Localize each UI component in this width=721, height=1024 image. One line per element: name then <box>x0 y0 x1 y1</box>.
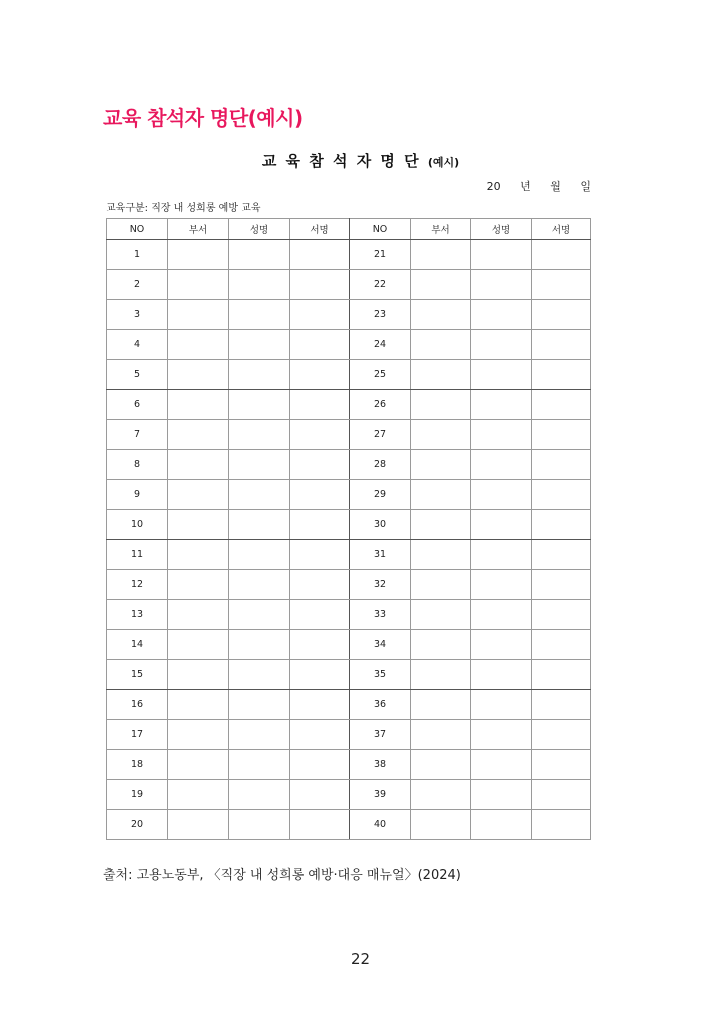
education-category: 교육구분: 직장 내 성희롱 예방 교육 <box>106 203 261 214</box>
table-row <box>107 300 591 330</box>
column-header: 성명 <box>471 219 532 240</box>
signature-cell[interactable] <box>290 270 350 300</box>
department-cell[interactable] <box>411 270 471 300</box>
name-cell[interactable] <box>471 450 532 480</box>
signature-cell[interactable] <box>290 360 350 390</box>
name-cell[interactable] <box>229 720 290 750</box>
row-number: 32 <box>350 570 411 600</box>
row-number: 15 <box>107 660 168 690</box>
department-cell[interactable] <box>411 390 471 420</box>
department-cell[interactable] <box>168 330 229 360</box>
table-row <box>107 600 591 630</box>
department-cell[interactable] <box>168 420 229 450</box>
row-number: 27 <box>350 420 411 450</box>
department-cell[interactable] <box>168 810 229 840</box>
name-cell[interactable] <box>471 390 532 420</box>
row-number: 24 <box>350 330 411 360</box>
section-title: 교육 참석자 명단(예시) <box>103 106 303 130</box>
department-cell[interactable] <box>411 420 471 450</box>
signature-cell[interactable] <box>290 780 350 810</box>
table-row <box>107 570 591 600</box>
department-cell[interactable] <box>411 600 471 630</box>
row-number: 33 <box>350 600 411 630</box>
department-cell[interactable] <box>168 390 229 420</box>
department-cell[interactable] <box>411 810 471 840</box>
department-cell[interactable] <box>411 360 471 390</box>
row-number: 21 <box>350 240 411 270</box>
table-row <box>107 450 591 480</box>
row-number: 40 <box>350 810 411 840</box>
name-cell[interactable] <box>229 660 290 690</box>
signature-cell[interactable] <box>290 240 350 270</box>
name-cell[interactable] <box>471 690 532 720</box>
name-cell[interactable] <box>229 690 290 720</box>
row-number: 17 <box>107 720 168 750</box>
department-cell[interactable] <box>411 540 471 570</box>
name-cell[interactable] <box>229 570 290 600</box>
name-cell[interactable] <box>229 420 290 450</box>
signature-cell[interactable] <box>532 720 591 750</box>
row-number: 3 <box>107 300 168 330</box>
department-cell[interactable] <box>411 450 471 480</box>
signature-cell[interactable] <box>290 480 350 510</box>
row-number: 8 <box>107 450 168 480</box>
row-number: 26 <box>350 390 411 420</box>
date-year-prefix: 20 <box>486 180 501 193</box>
signature-cell[interactable] <box>290 750 350 780</box>
name-cell[interactable] <box>471 360 532 390</box>
signature-cell[interactable] <box>532 450 591 480</box>
signature-cell[interactable] <box>532 240 591 270</box>
name-cell[interactable] <box>471 600 532 630</box>
row-number: 14 <box>107 630 168 660</box>
signature-cell[interactable] <box>290 300 350 330</box>
table-row <box>107 660 591 690</box>
name-cell[interactable] <box>471 810 532 840</box>
name-cell[interactable] <box>471 300 532 330</box>
name-cell[interactable] <box>229 510 290 540</box>
department-cell[interactable] <box>411 660 471 690</box>
department-cell[interactable] <box>168 780 229 810</box>
column-header: 성명 <box>229 219 290 240</box>
row-number: 11 <box>107 540 168 570</box>
table-row <box>107 810 591 840</box>
table-row <box>107 630 591 660</box>
department-cell[interactable] <box>168 690 229 720</box>
signature-cell[interactable] <box>290 510 350 540</box>
form-title-text: 교 육 참 석 자 명 단 <box>261 152 421 170</box>
row-number: 1 <box>107 240 168 270</box>
table-row <box>107 780 591 810</box>
signature-cell[interactable] <box>532 750 591 780</box>
name-cell[interactable] <box>229 750 290 780</box>
department-cell[interactable] <box>168 450 229 480</box>
name-cell[interactable] <box>229 780 290 810</box>
column-header: 서명 <box>290 219 350 240</box>
department-cell[interactable] <box>168 570 229 600</box>
signature-cell[interactable] <box>532 360 591 390</box>
name-cell[interactable] <box>471 480 532 510</box>
name-cell[interactable] <box>471 570 532 600</box>
signature-cell[interactable] <box>532 270 591 300</box>
signature-cell[interactable] <box>290 810 350 840</box>
table-row <box>107 390 591 420</box>
row-number: 10 <box>107 510 168 540</box>
signature-cell[interactable] <box>290 690 350 720</box>
row-number: 31 <box>350 540 411 570</box>
table-row <box>107 690 591 720</box>
name-cell[interactable] <box>229 360 290 390</box>
department-cell[interactable] <box>168 720 229 750</box>
row-number: 5 <box>107 360 168 390</box>
name-cell[interactable] <box>229 540 290 570</box>
table-header-row <box>107 219 591 240</box>
name-cell[interactable] <box>471 510 532 540</box>
table-row <box>107 750 591 780</box>
attendance-table <box>106 218 591 840</box>
name-cell[interactable] <box>229 330 290 360</box>
row-number: 4 <box>107 330 168 360</box>
form-title-suffix: (예시) <box>427 156 460 169</box>
table-row <box>107 360 591 390</box>
table-row <box>107 510 591 540</box>
row-number: 22 <box>350 270 411 300</box>
name-cell[interactable] <box>471 240 532 270</box>
department-cell[interactable] <box>168 510 229 540</box>
department-cell[interactable] <box>411 780 471 810</box>
row-number: 29 <box>350 480 411 510</box>
source-citation: 출처: 고용노동부, 〈직장 내 성희롱 예방·대응 매뉴얼〉(2024) <box>103 868 461 883</box>
table-row <box>107 270 591 300</box>
signature-cell[interactable] <box>532 300 591 330</box>
table-row <box>107 480 591 510</box>
department-cell[interactable] <box>168 240 229 270</box>
table-row <box>107 240 591 270</box>
signature-cell[interactable] <box>532 420 591 450</box>
department-cell[interactable] <box>168 600 229 630</box>
row-number: 30 <box>350 510 411 540</box>
name-cell[interactable] <box>471 540 532 570</box>
table-row <box>107 720 591 750</box>
name-cell[interactable] <box>471 420 532 450</box>
signature-cell[interactable] <box>532 810 591 840</box>
department-cell[interactable] <box>411 330 471 360</box>
name-cell[interactable] <box>229 270 290 300</box>
department-cell[interactable] <box>168 360 229 390</box>
department-cell[interactable] <box>168 540 229 570</box>
row-number: 12 <box>107 570 168 600</box>
name-cell[interactable] <box>229 450 290 480</box>
row-number: 20 <box>107 810 168 840</box>
name-cell[interactable] <box>229 600 290 630</box>
department-cell[interactable] <box>411 240 471 270</box>
department-cell[interactable] <box>411 510 471 540</box>
table-body <box>107 240 591 840</box>
signature-cell[interactable] <box>532 630 591 660</box>
department-cell[interactable] <box>168 630 229 660</box>
name-cell[interactable] <box>229 390 290 420</box>
department-cell[interactable] <box>411 690 471 720</box>
table-row <box>107 540 591 570</box>
name-cell[interactable] <box>471 660 532 690</box>
row-number: 19 <box>107 780 168 810</box>
name-cell[interactable] <box>229 300 290 330</box>
row-number: 39 <box>350 780 411 810</box>
name-cell[interactable] <box>471 720 532 750</box>
row-number: 6 <box>107 390 168 420</box>
date-year-label: 년 <box>520 180 531 193</box>
signature-cell[interactable] <box>290 390 350 420</box>
department-cell[interactable] <box>411 750 471 780</box>
row-number: 36 <box>350 690 411 720</box>
name-cell[interactable] <box>229 480 290 510</box>
table-row <box>107 330 591 360</box>
department-cell[interactable] <box>168 480 229 510</box>
column-header: NO <box>107 219 168 240</box>
row-number: 18 <box>107 750 168 780</box>
department-cell[interactable] <box>168 750 229 780</box>
name-cell[interactable] <box>229 630 290 660</box>
signature-cell[interactable] <box>290 720 350 750</box>
row-number: 37 <box>350 720 411 750</box>
row-number: 13 <box>107 600 168 630</box>
row-number: 9 <box>107 480 168 510</box>
signature-cell[interactable] <box>532 330 591 360</box>
signature-cell[interactable] <box>290 330 350 360</box>
signature-cell[interactable] <box>532 570 591 600</box>
department-cell[interactable] <box>411 630 471 660</box>
column-header: NO <box>350 219 411 240</box>
name-cell[interactable] <box>229 810 290 840</box>
signature-cell[interactable] <box>532 690 591 720</box>
row-number: 7 <box>107 420 168 450</box>
department-cell[interactable] <box>411 570 471 600</box>
department-cell[interactable] <box>168 270 229 300</box>
signature-cell[interactable] <box>532 660 591 690</box>
department-cell[interactable] <box>411 300 471 330</box>
signature-cell[interactable] <box>290 630 350 660</box>
row-number: 35 <box>350 660 411 690</box>
name-cell[interactable] <box>471 330 532 360</box>
page-number: 22 <box>350 950 371 968</box>
signature-cell[interactable] <box>290 660 350 690</box>
name-cell[interactable] <box>471 750 532 780</box>
name-cell[interactable] <box>471 270 532 300</box>
signature-cell[interactable] <box>290 450 350 480</box>
signature-cell[interactable] <box>532 510 591 540</box>
row-number: 34 <box>350 630 411 660</box>
signature-cell[interactable] <box>290 600 350 630</box>
signature-cell[interactable] <box>532 600 591 630</box>
signature-cell[interactable] <box>290 570 350 600</box>
column-header: 부서 <box>411 219 471 240</box>
signature-cell[interactable] <box>532 390 591 420</box>
name-cell[interactable] <box>229 240 290 270</box>
department-cell[interactable] <box>168 300 229 330</box>
row-number: 38 <box>350 750 411 780</box>
signature-cell[interactable] <box>532 540 591 570</box>
table-row <box>107 420 591 450</box>
row-number: 23 <box>350 300 411 330</box>
column-header: 부서 <box>168 219 229 240</box>
name-cell[interactable] <box>471 630 532 660</box>
row-number: 28 <box>350 450 411 480</box>
row-number: 2 <box>107 270 168 300</box>
date-line <box>487 178 591 194</box>
signature-cell[interactable] <box>532 780 591 810</box>
column-header: 서명 <box>532 219 591 240</box>
form-title <box>0 150 721 171</box>
signature-cell[interactable] <box>290 540 350 570</box>
department-cell[interactable] <box>411 480 471 510</box>
department-cell[interactable] <box>168 660 229 690</box>
date-month-label: 월 <box>550 180 561 193</box>
signature-cell[interactable] <box>532 480 591 510</box>
date-day-label: 일 <box>580 180 591 193</box>
signature-cell[interactable] <box>290 420 350 450</box>
name-cell[interactable] <box>471 780 532 810</box>
department-cell[interactable] <box>411 720 471 750</box>
row-number: 25 <box>350 360 411 390</box>
row-number: 16 <box>107 690 168 720</box>
